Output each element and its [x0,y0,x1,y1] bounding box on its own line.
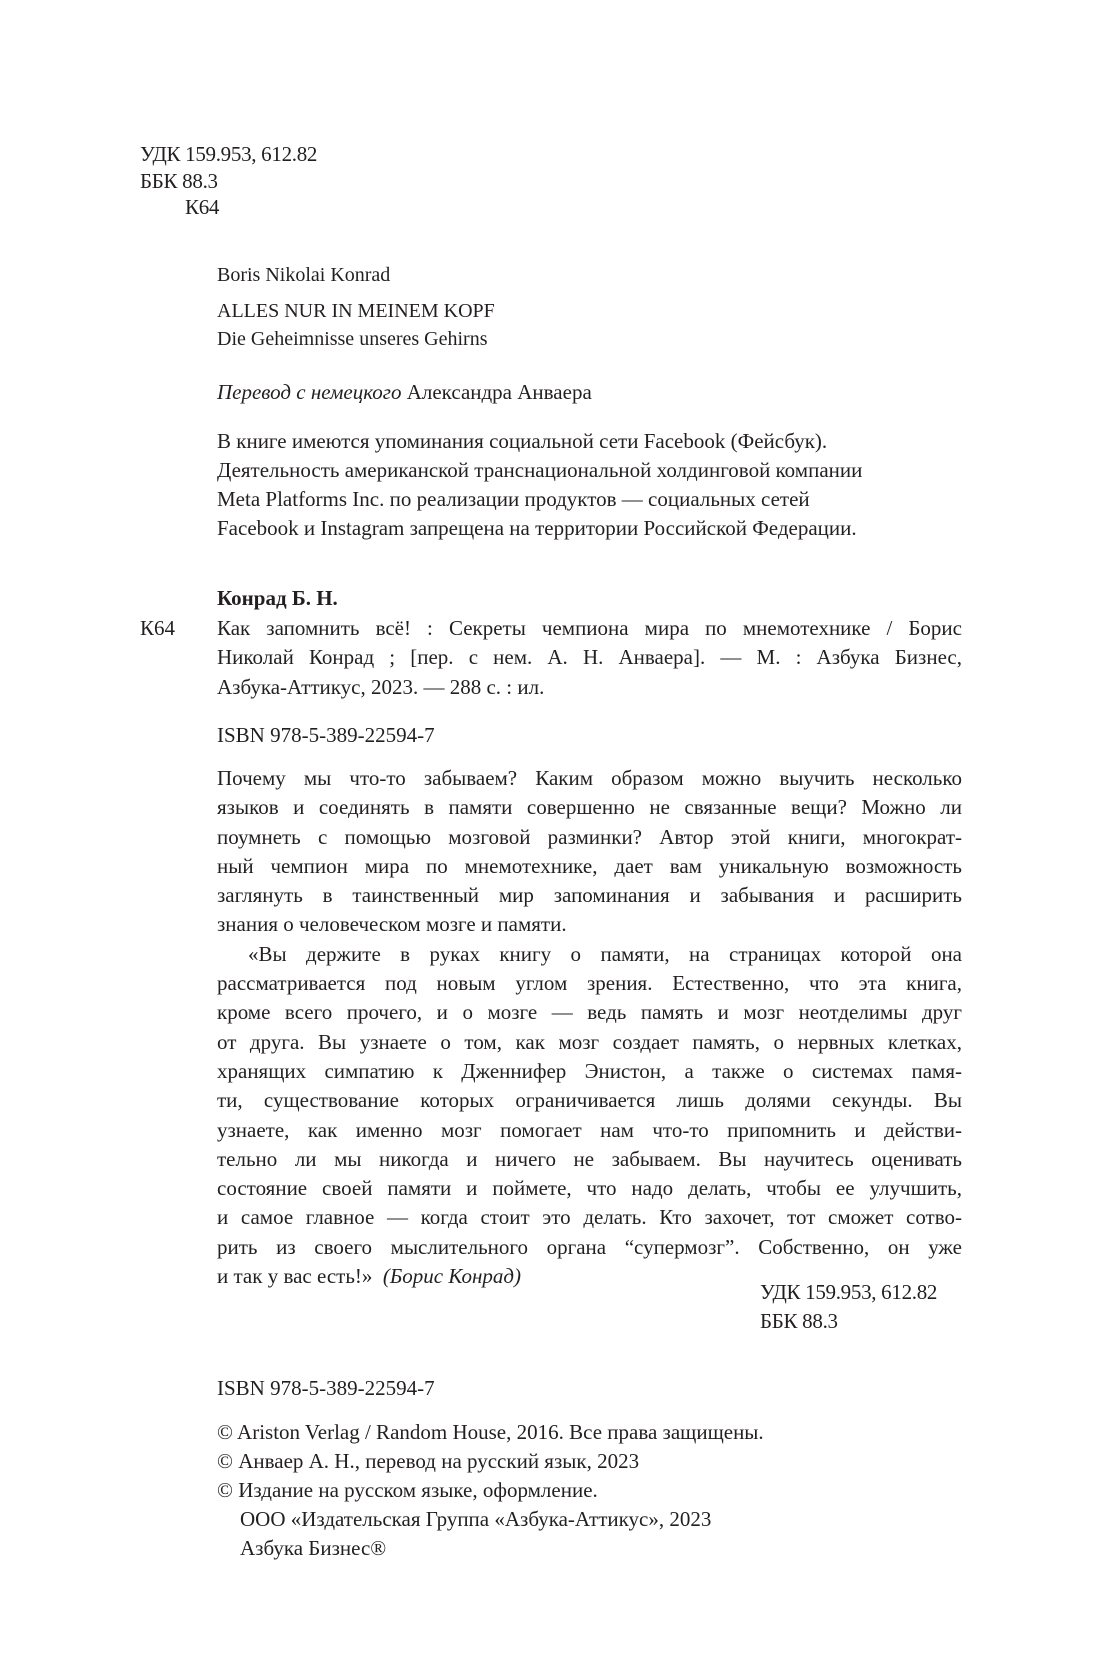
copyright-line: © Издание на русском языке, оформление. [217,1478,598,1502]
annotation-line: ный чемпион мира по мнемотехнике, дает вам уникальную возможность [217,853,962,878]
annotation-line: хранящих симпатию к Дженнифер Энистон, а также о системах памя- [217,1058,962,1083]
annotation-line: и самое главное — когда стоит это делать. Кто захочет, тот сможет сотво- [217,1205,962,1230]
udk-code: УДК 159.953, 612.82 [140,142,318,166]
copyright-line: Азбука Бизнес® [240,1536,387,1560]
annotation-line: знания о человеческом мозге и памяти. [217,912,567,937]
annotation-attribution: (Борис Конрад) [382,1264,522,1289]
bibliographic-line: Азбука-Аттикус, 2023. — 288 с. : ил. [217,674,545,699]
annotation [217,764,962,1291]
annotation-line: тельно ли мы никогда и ничего не забываем. Вы научитесь оценивать [217,1146,962,1171]
footer-isbn: ISBN 978-5-389-22594-7 [217,1376,435,1400]
author-mark: К64 [185,195,220,219]
bibliographic-description [217,614,962,702]
isbn: ISBN 978-5-389-22594-7 [217,723,435,747]
annotation-line: кроме всего прочего, и о мозге — ведь память и мозг неотделимы друг [217,1000,962,1025]
annotation-line: поумнеть с помощью мозговой разминки? Автор этой книги, многократ- [217,824,962,849]
translation-label: Перевод с немецкого [217,380,402,404]
annotation-line: от друга. Вы узнаете о том, как мозг создает память, о нервных клетках, [217,1029,962,1054]
annotation-line: «Вы держите в руках книгу о памяти, на страницах которой она [248,941,962,966]
bibliographic-heading: Конрад Б. Н. [217,586,338,610]
annotation-line: рить из своего мыслительного органа “супермозг”. Собственно, он уже [217,1234,962,1259]
original-title: ALLES NUR IN MEINEM KOPF [217,300,495,322]
annotation-line: узнаете, как именно мозг помогает нам что-то припомнить и действи- [217,1117,962,1142]
bibliographic-author-mark: К64 [140,616,176,640]
translator-name: Александра Анваера [406,380,592,404]
notice-line: Деятельность американской транснациональной холдинговой компании [217,458,863,482]
translation-credit [217,378,592,407]
bibliographic-line: Николай Конрад ; [пер. с нем. А. Н. Анваера]. — М. : Азбука Бизнес, [217,645,962,670]
copyright-line: © Анваер А. Н., перевод на русский язык, 2023 [217,1449,640,1473]
original-author: Boris Nikolai Konrad [217,264,391,286]
original-subtitle: Die Geheimnisse unseres Gehirns [217,328,488,350]
bibliographic-line: Как запомнить всё! : Секреты чемпиона мира по мнемотехнике / Борис [217,616,962,640]
annotation-line: языков и соединять в памяти совершенно не связанные вещи? Можно ли [217,795,962,820]
notice-line: Facebook и Instagram запрещена на территории Российской Федерации. [217,516,857,540]
annotation-line: состояние своей памяти и поймете, что надо делать, чтобы ее улучшить, [217,1176,962,1201]
bottom-bbk-code: ББК 88.3 [760,1309,838,1333]
annotation-closing: и так у вас есть!» [217,1264,373,1289]
annotation-line: заглянуть в таинственный мир запоминания и забывания и расширить [217,883,962,908]
notice-line: Meta Platforms Inc. по реализации продуктов — социальных сетей [217,487,810,511]
copyright-line: © Ariston Verlag / Random House, 2016. Все права защищены. [217,1420,764,1444]
bottom-udk-code: УДК 159.953, 612.82 [760,1280,938,1304]
annotation-line: ти, существование которых ограничивается лишь долями секунды. Вы [217,1088,962,1113]
annotation-line: рассматривается под новым углом зрения. Естественно, что эта книга, [217,971,962,996]
notice-line: В книге имеются упоминания социальной сети Facebook (Фейсбук). [217,429,828,453]
annotation-line: Почему мы что-то забываем? Каким образом можно выучить несколько [217,766,962,790]
bbk-code: ББК 88.3 [140,169,218,193]
copyright-line: ООО «Издательская Группа «Азбука-Аттикус», 2023 [240,1507,712,1531]
